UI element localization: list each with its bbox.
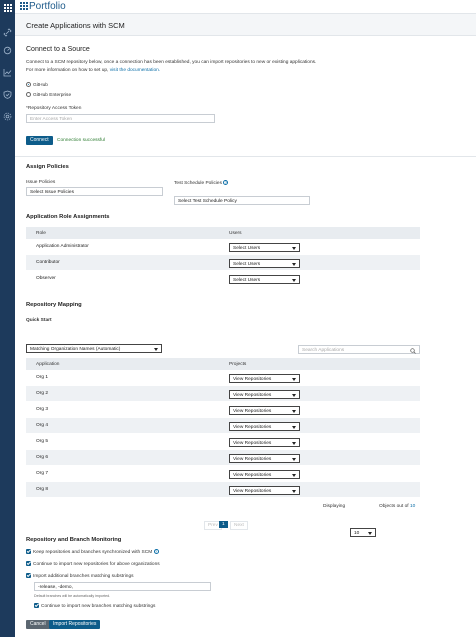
gauge-icon[interactable] bbox=[3, 46, 12, 55]
chevron-down-icon bbox=[292, 263, 296, 266]
role-row bbox=[26, 239, 420, 255]
col-projects: Projects bbox=[229, 362, 247, 367]
projects-select-value: View Repositories bbox=[233, 473, 272, 478]
schedule-policies-value: Select Test Schedule Policy bbox=[178, 199, 237, 204]
search-applications-input[interactable] bbox=[298, 345, 420, 354]
projects-select-value: View Repositories bbox=[233, 441, 272, 446]
role-row bbox=[26, 271, 420, 287]
users-select-value: Select Users bbox=[233, 278, 261, 283]
mapping-row bbox=[26, 386, 420, 402]
users-select[interactable] bbox=[229, 275, 300, 284]
docs-prefix: For more information on how to set up, bbox=[26, 68, 110, 73]
chevron-down-icon bbox=[292, 378, 296, 381]
chevron-down-icon bbox=[292, 442, 296, 445]
connect-heading: Connect to a Source bbox=[26, 46, 90, 53]
objects-total bbox=[379, 504, 415, 509]
projects-select[interactable] bbox=[229, 470, 300, 479]
chevron-down-icon bbox=[292, 474, 296, 477]
users-select-value: Select Users bbox=[233, 262, 261, 267]
projects-select-value: View Repositories bbox=[233, 377, 272, 382]
radio-github[interactable] bbox=[26, 82, 48, 88]
checkbox-import-branches[interactable] bbox=[26, 573, 31, 578]
users-select[interactable] bbox=[229, 259, 300, 268]
projects-select[interactable] bbox=[229, 454, 300, 463]
connection-status: Connection successful bbox=[57, 138, 105, 143]
gear-icon[interactable] bbox=[3, 112, 12, 121]
branch-hint: Default branches will be automatically imported. bbox=[34, 594, 111, 598]
branch-substrings-input[interactable]: -release, -demo, bbox=[34, 582, 211, 591]
users-select-value: Select Users bbox=[233, 246, 261, 251]
connect-docs-line bbox=[26, 68, 160, 73]
search-placeholder: Search Applications bbox=[302, 348, 345, 353]
app-name: Org 1 bbox=[36, 375, 48, 380]
import-repositories-button[interactable]: Import Repositories bbox=[49, 620, 100, 629]
chevron-down-icon bbox=[292, 426, 296, 429]
role-row bbox=[26, 255, 420, 271]
roles-table-header bbox=[26, 227, 420, 239]
option-import-new-repos-label: Continue to import new repositories for above organizations bbox=[33, 562, 160, 567]
docs-link[interactable]: visit the documentation. bbox=[109, 68, 161, 73]
option-import-new-branches-label: Continue to import new branches matching substrings bbox=[41, 604, 156, 609]
mapping-row bbox=[26, 450, 420, 466]
help-icon[interactable]: ? bbox=[154, 550, 158, 554]
brand-logo[interactable] bbox=[20, 1, 66, 12]
chevron-down-icon bbox=[292, 458, 296, 461]
schedule-policies-select[interactable] bbox=[174, 196, 310, 205]
app-name: Org 4 bbox=[36, 423, 48, 428]
chevron-down-icon bbox=[292, 279, 296, 282]
brand-name: Portfolio bbox=[29, 1, 66, 12]
radio-enterprise-control[interactable] bbox=[26, 92, 31, 97]
chevron-down-icon bbox=[292, 490, 296, 493]
policies-heading: Assign Policies bbox=[26, 164, 69, 170]
roles-heading: Application Role Assignments bbox=[26, 214, 110, 220]
chevron-down-icon bbox=[292, 410, 296, 413]
app-grid-icon[interactable] bbox=[0, 0, 15, 15]
displaying-label: Displaying bbox=[323, 504, 346, 509]
search-icon[interactable] bbox=[410, 348, 416, 354]
mapping-row bbox=[26, 370, 420, 386]
radio-github-enterprise[interactable] bbox=[26, 92, 71, 98]
divider bbox=[15, 156, 476, 157]
chevron-down-icon bbox=[292, 247, 296, 250]
access-token-input[interactable]: Enter Access Token bbox=[26, 114, 215, 123]
option-import-new-repos[interactable] bbox=[26, 561, 160, 567]
projects-select-value: View Repositories bbox=[233, 425, 272, 430]
shield-icon[interactable] bbox=[3, 90, 12, 99]
projects-select[interactable] bbox=[229, 390, 300, 399]
chevron-down-icon bbox=[368, 532, 372, 535]
app-name: Org 5 bbox=[36, 439, 48, 444]
col-application: Application bbox=[36, 362, 60, 367]
mapping-row bbox=[26, 402, 420, 418]
page-size-value: 10 bbox=[354, 531, 360, 536]
option-import-new-branches[interactable] bbox=[34, 603, 155, 609]
issue-policies-select[interactable] bbox=[26, 187, 163, 196]
checkbox-import-new-branches[interactable] bbox=[34, 603, 39, 608]
page-title: Create Applications with SCM bbox=[26, 21, 125, 30]
page-header bbox=[15, 14, 476, 36]
portfolio-logo-icon bbox=[20, 2, 28, 10]
radio-github-control[interactable] bbox=[26, 82, 31, 87]
projects-select[interactable] bbox=[229, 374, 300, 383]
mapping-heading: Repository Mapping bbox=[26, 302, 82, 308]
col-role: Role bbox=[36, 231, 46, 236]
quick-start-label: Quick Start bbox=[26, 318, 52, 323]
next-page-button[interactable]: Next bbox=[230, 521, 248, 530]
help-icon[interactable]: ? bbox=[224, 181, 227, 185]
option-import-branches-label: Import additional branches matching substrings bbox=[33, 574, 134, 579]
connect-button[interactable]: Connect bbox=[26, 136, 53, 145]
option-keep-synced-label: Keep repositories and branches synchronized with SCM bbox=[33, 550, 153, 555]
option-keep-synced[interactable] bbox=[26, 549, 159, 555]
schedule-policies-label-wrap bbox=[174, 180, 228, 186]
total-count: 10 bbox=[409, 504, 416, 509]
role-name: Contributor bbox=[36, 260, 60, 265]
mapping-row bbox=[26, 482, 420, 498]
issue-policies-label: Issue Policies bbox=[26, 180, 56, 185]
users-select[interactable] bbox=[229, 243, 300, 252]
projects-select[interactable] bbox=[229, 486, 300, 495]
chevron-down-icon bbox=[154, 348, 158, 351]
role-name: Application Administrator bbox=[36, 244, 89, 249]
app-name: Org 2 bbox=[36, 391, 48, 396]
checkbox-keep-synced[interactable] bbox=[26, 549, 31, 554]
projects-select-value: View Repositories bbox=[233, 393, 272, 398]
link-icon[interactable] bbox=[3, 28, 12, 37]
projects-select-value: View Repositories bbox=[233, 409, 272, 414]
app-name: Org 6 bbox=[36, 455, 48, 460]
projects-select-value: View Repositories bbox=[233, 489, 272, 494]
app-name: Org 3 bbox=[36, 407, 48, 412]
quick-start-select[interactable] bbox=[26, 344, 162, 353]
radio-enterprise-label: GitHub Enterprise bbox=[33, 93, 72, 98]
objects-label: Objects out of bbox=[379, 504, 409, 509]
mapping-table-header bbox=[26, 358, 420, 370]
mapping-row bbox=[26, 466, 420, 482]
chevron-down-icon bbox=[292, 394, 296, 397]
mapping-row bbox=[26, 418, 420, 434]
page-size-select[interactable] bbox=[350, 528, 376, 537]
token-label: *Repository Access Token bbox=[26, 106, 82, 111]
cancel-button[interactable]: Cancel bbox=[26, 620, 50, 629]
left-nav bbox=[0, 0, 15, 637]
prev-page-button[interactable]: Prev bbox=[204, 521, 222, 530]
checkbox-import-new-repos[interactable] bbox=[26, 561, 31, 566]
quick-start-value: Matching Organization Names (Automatic) bbox=[30, 347, 121, 352]
radio-github-label: GitHub bbox=[33, 83, 48, 88]
option-import-branches[interactable] bbox=[26, 573, 134, 579]
mapping-row bbox=[26, 434, 420, 450]
schedule-policies-label: Test Schedule Policies bbox=[174, 181, 222, 186]
app-name: Org 7 bbox=[36, 471, 48, 476]
role-name: Observer bbox=[36, 276, 56, 281]
projects-select[interactable] bbox=[229, 438, 300, 447]
projects-select[interactable] bbox=[229, 422, 300, 431]
projects-select-value: View Repositories bbox=[233, 457, 272, 462]
projects-select[interactable] bbox=[229, 406, 300, 415]
connect-description: Connect to a SCM repository below, once a connection has been established, you can import repositories to new or existing applications. bbox=[26, 60, 317, 65]
main-content bbox=[26, 36, 426, 627]
issue-policies-value: Select Issue Policies bbox=[30, 190, 74, 195]
col-users: Users bbox=[229, 231, 242, 236]
top-bar bbox=[15, 0, 476, 14]
monitoring-heading: Repository and Branch Monitoring bbox=[26, 537, 122, 543]
app-name: Org 8 bbox=[36, 487, 48, 492]
page-1-button[interactable]: 1 bbox=[219, 521, 228, 528]
chart-icon[interactable] bbox=[3, 68, 12, 77]
